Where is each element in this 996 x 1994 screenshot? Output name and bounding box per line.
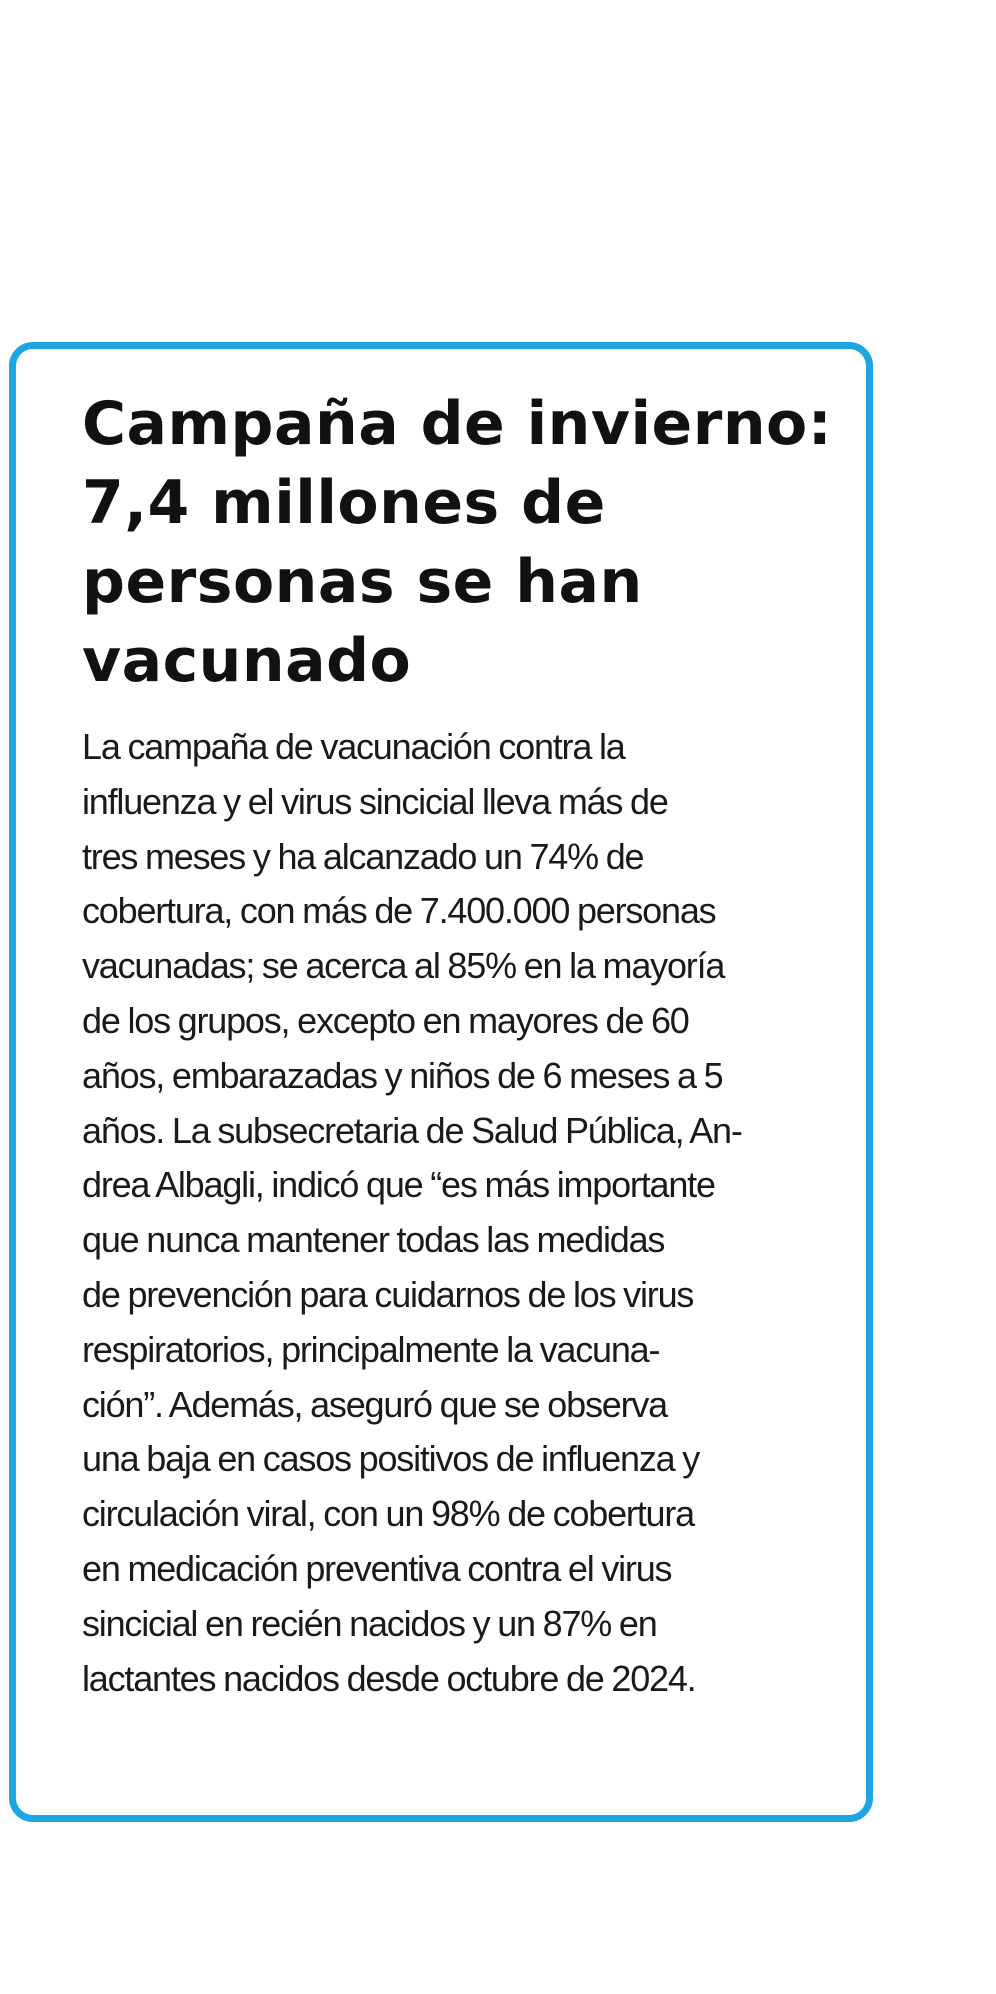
news-box (9, 342, 873, 1822)
article-body: La campaña de vacunación contra la influenza y el virus sincicial lleva más de tres meses y ha alcanzado un 74% de cobertura, con más de 7.400.000 personas vacunadas; se acerca al 85% en la mayoría de los grupos, excepto en mayores de 60 años, embarazadas y niños de 6 meses a 5 años. La subsecretaria de Salud Pública, An- drea Albagli, indicó que “es más importante que nunca mantener todas las medidas de prevención para cuidarnos de los virus respiratorios, principalmente la vacuna- ción”. Además, aseguró que se observa una baja en casos positivos de influenza y circulación viral, con un 98% de cobertura en medicación preventiva contra el virus sincicial en recién nacidos y un 87% en lactantes nacidos desde octubre de 2024. (82, 726, 742, 1699)
headline: Campaña de invierno: 7,4 millones de personas se han vacunado (82, 389, 833, 696)
